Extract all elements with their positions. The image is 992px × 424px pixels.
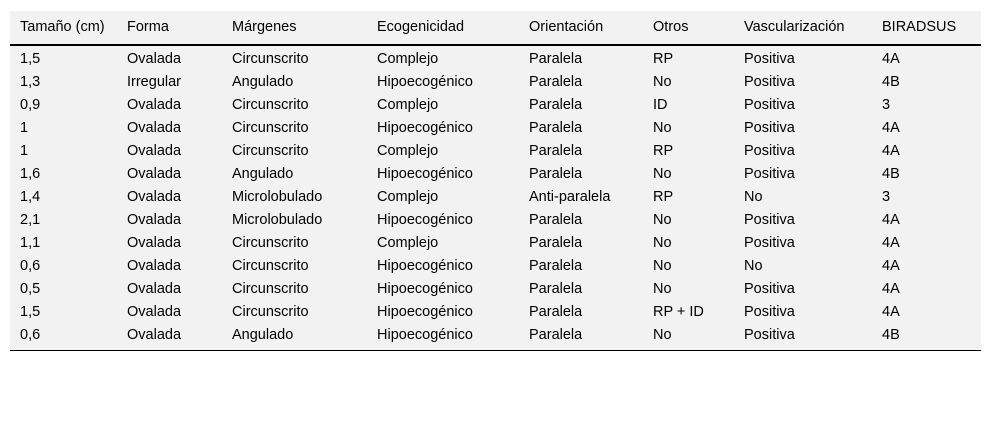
cell-vascularization: Positiva [744, 97, 795, 113]
cell-others: RP [653, 143, 674, 159]
header-margins: Márgenes [222, 11, 367, 45]
table-row [10, 69, 981, 92]
cell-vascularization: No [744, 189, 763, 205]
cell-shape: Ovalada [127, 166, 182, 182]
header-biradsus: BIRADSUS [872, 11, 981, 45]
cell-echogenicity: Complejo [377, 235, 439, 251]
cell-vascularization: Positiva [744, 166, 795, 182]
table-header-row [10, 11, 981, 45]
cell-shape: Ovalada [127, 281, 182, 297]
cell-others: No [653, 166, 672, 182]
cell-margins: Circunscrito [232, 97, 309, 113]
cell-margins: Angulado [232, 166, 294, 182]
cell-shape: Ovalada [127, 235, 182, 251]
table-body [10, 45, 981, 350]
cell-shape: Ovalada [127, 97, 182, 113]
cell-echogenicity: Hipoecogénico [377, 327, 473, 343]
data-table [10, 11, 981, 350]
cell-shape: Ovalada [127, 51, 182, 67]
cell-margins: Angulado [232, 74, 294, 90]
cell-shape: Ovalada [127, 120, 182, 136]
header-echogenicity: Ecogenicidad [367, 11, 519, 45]
cell-biradsus: 3 [882, 97, 891, 113]
cell-biradsus: 4A [882, 120, 900, 136]
cell-others: ID [653, 97, 668, 113]
cell-orientation: Paralela [529, 212, 583, 228]
cell-size: 0,5 [20, 281, 41, 297]
cell-others: No [653, 74, 672, 90]
cell-vascularization: Positiva [744, 212, 795, 228]
cell-margins: Circunscrito [232, 51, 309, 67]
cell-orientation: Paralela [529, 120, 583, 136]
cell-biradsus: 4B [882, 327, 900, 343]
cell-echogenicity: Hipoecogénico [377, 166, 473, 182]
cell-echogenicity: Hipoecogénico [377, 281, 473, 297]
cell-vascularization: Positiva [744, 120, 795, 136]
cell-margins: Angulado [232, 327, 294, 343]
cell-others: No [653, 212, 672, 228]
cell-biradsus: 4A [882, 235, 900, 251]
cell-orientation: Paralela [529, 143, 583, 159]
cell-echogenicity: Complejo [377, 97, 439, 113]
cell-echogenicity: Hipoecogénico [377, 212, 473, 228]
cell-vascularization: No [744, 258, 763, 274]
cell-orientation: Anti-paralela [529, 189, 611, 205]
cell-others: RP [653, 189, 674, 205]
cell-orientation: Paralela [529, 327, 583, 343]
cell-margins: Circunscrito [232, 235, 309, 251]
cell-size: 1 [20, 143, 29, 159]
table-row [10, 322, 981, 350]
cell-biradsus: 4A [882, 143, 900, 159]
cell-echogenicity: Hipoecogénico [377, 120, 473, 136]
cell-orientation: Paralela [529, 235, 583, 251]
cell-size: 1,1 [20, 235, 41, 251]
table-row [10, 92, 981, 115]
cell-others: No [653, 281, 672, 297]
cell-orientation: Paralela [529, 74, 583, 90]
cell-biradsus: 4B [882, 74, 900, 90]
cell-vascularization: Positiva [744, 74, 795, 90]
cell-others: No [653, 327, 672, 343]
cell-shape: Irregular [127, 74, 181, 90]
cell-echogenicity: Hipoecogénico [377, 258, 473, 274]
cell-size: 0,6 [20, 327, 41, 343]
cell-size: 0,9 [20, 97, 41, 113]
cell-shape: Ovalada [127, 327, 182, 343]
cell-others: No [653, 235, 672, 251]
cell-biradsus: 4A [882, 258, 900, 274]
cell-biradsus: 4A [882, 212, 900, 228]
cell-biradsus: 4B [882, 166, 900, 182]
cell-vascularization: Positiva [744, 327, 795, 343]
cell-orientation: Paralela [529, 304, 583, 320]
cell-size: 1 [20, 120, 29, 136]
cell-vascularization: Positiva [744, 51, 795, 67]
cell-orientation: Paralela [529, 166, 583, 182]
cell-margins: Circunscrito [232, 120, 309, 136]
cell-vascularization: Positiva [744, 235, 795, 251]
header-orientation: Orientación [519, 11, 643, 45]
cell-echogenicity: Complejo [377, 143, 439, 159]
cell-vascularization: Positiva [744, 143, 795, 159]
table-row [10, 138, 981, 161]
cell-biradsus: 3 [882, 189, 891, 205]
table-row [10, 276, 981, 299]
header-vascularization: Vascularización [734, 11, 872, 45]
cell-orientation: Paralela [529, 281, 583, 297]
table-row [10, 184, 981, 207]
cell-biradsus: 4A [882, 51, 900, 67]
cell-shape: Ovalada [127, 212, 182, 228]
cell-margins: Circunscrito [232, 304, 309, 320]
header-shape: Forma [117, 11, 222, 45]
cell-shape: Ovalada [127, 304, 182, 320]
header-size: Tamaño (cm) [10, 11, 117, 45]
cell-margins: Microlobulado [232, 189, 323, 205]
cell-shape: Ovalada [127, 258, 182, 274]
cell-orientation: Paralela [529, 258, 583, 274]
data-table-container [10, 11, 981, 351]
cell-echogenicity: Complejo [377, 51, 439, 67]
cell-echogenicity: Hipoecogénico [377, 74, 473, 90]
cell-margins: Microlobulado [232, 212, 323, 228]
header-others: Otros [643, 11, 734, 45]
cell-echogenicity: Hipoecogénico [377, 304, 473, 320]
cell-others: RP [653, 51, 674, 67]
cell-margins: Circunscrito [232, 281, 309, 297]
cell-margins: Circunscrito [232, 258, 309, 274]
cell-vascularization: Positiva [744, 281, 795, 297]
table-row [10, 207, 981, 230]
table-row [10, 45, 981, 69]
cell-echogenicity: Complejo [377, 189, 439, 205]
cell-size: 1,5 [20, 304, 41, 320]
table-row [10, 299, 981, 322]
cell-shape: Ovalada [127, 189, 182, 205]
table-row [10, 230, 981, 253]
cell-margins: Circunscrito [232, 143, 309, 159]
cell-size: 1,6 [20, 166, 41, 182]
cell-size: 0,6 [20, 258, 41, 274]
cell-biradsus: 4A [882, 304, 900, 320]
cell-size: 1,5 [20, 51, 41, 67]
table-row [10, 161, 981, 184]
cell-size: 1,4 [20, 189, 41, 205]
cell-orientation: Paralela [529, 97, 583, 113]
cell-vascularization: Positiva [744, 304, 795, 320]
cell-size: 2,1 [20, 212, 41, 228]
cell-others: No [653, 258, 672, 274]
cell-others: RP + ID [653, 304, 704, 320]
cell-size: 1,3 [20, 74, 41, 90]
cell-others: No [653, 120, 672, 136]
cell-orientation: Paralela [529, 51, 583, 67]
table-row [10, 253, 981, 276]
cell-biradsus: 4A [882, 281, 900, 297]
table-row [10, 115, 981, 138]
cell-shape: Ovalada [127, 143, 182, 159]
